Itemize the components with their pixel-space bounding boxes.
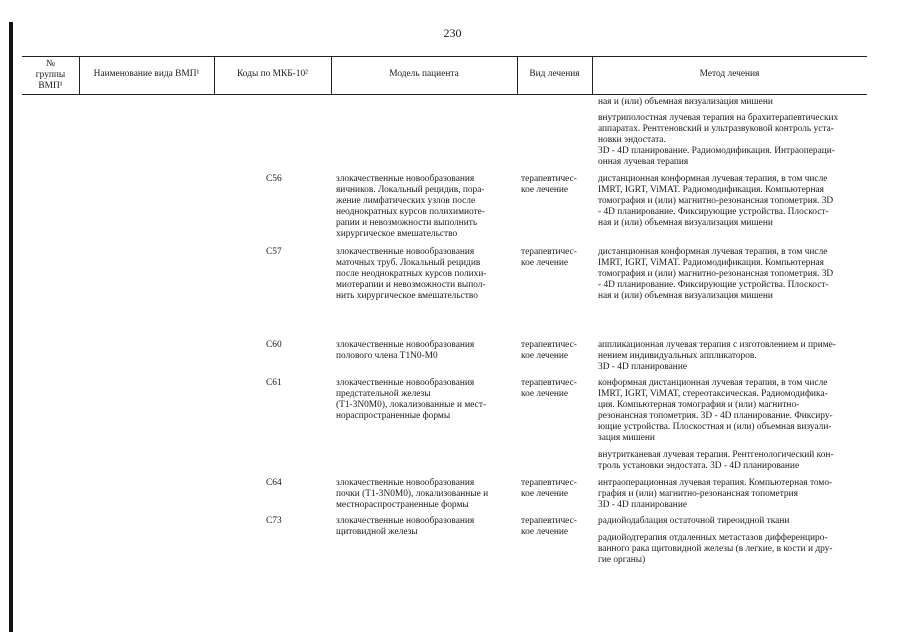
method-line: - 4D планирование. Фиксирующие устройства. Плоскост-: [598, 207, 829, 217]
method-line: зация мишени: [598, 433, 655, 443]
method-line: графия и (или) магнитно-резонансная топометрия: [598, 489, 798, 499]
patient-model-line: после неоднократных курсов полихи-: [336, 269, 487, 279]
method-line: онная лучевая терапия: [598, 157, 689, 167]
method-line: внутриполостная лучевая терапия на брахитерапевтических: [598, 113, 839, 123]
header-patient-model: Модель пациента: [389, 69, 459, 79]
method-line: аппаратах. Рентгеновский и ультразвуковой контроль уста-: [598, 124, 834, 134]
method-line: новки эндостата.: [598, 135, 666, 145]
treatment-type-line: кое лечение: [521, 489, 569, 499]
patient-model-line: предстательной железы: [336, 389, 431, 399]
patient-model-line: злокачественные новообразования: [336, 516, 475, 526]
method-line: аппликационная лучевая терапия с изготовлением и приме-: [598, 340, 836, 350]
method-line: дистанционная конформная лучевая терапия, в том числе: [598, 174, 828, 184]
method-line: внутритканевая лучевая терапия. Рентгенологический кон-: [598, 450, 834, 460]
patient-model-line: злокачественные новообразования: [336, 174, 475, 184]
header-top-rule: [22, 56, 867, 57]
icd-code: C61: [266, 378, 282, 388]
method-line: - 4D планирование. Фиксирующие устройства. Плоскост-: [598, 280, 829, 290]
patient-model-line: миотерапии и невозможности выпол-: [336, 280, 486, 290]
treatment-type-line: кое лечение: [521, 185, 569, 195]
treatment-type-line: терапевтичес-: [521, 174, 577, 184]
method-line: 3D - 4D планирование: [598, 500, 687, 510]
patient-model-line: неоднократных курсов полихимиоте-: [336, 207, 485, 217]
patient-model-line: щитовидной железы: [336, 527, 418, 537]
method-line: IMRT, IGRT, ViMAT. Радиомодификация. Компьютерная: [598, 258, 824, 268]
patient-model-line: нораспространенные формы: [336, 411, 451, 421]
header-group-no-line-3: ВМП¹: [38, 81, 63, 91]
patient-model-line: хирургическое вмешательство: [336, 229, 458, 239]
treatment-type-line: кое лечение: [521, 351, 569, 361]
treatment-type-line: кое лечение: [521, 389, 569, 399]
method-line: конформная дистанционная лучевая терапия, в том числе: [598, 378, 828, 388]
page-number: 230: [443, 26, 462, 40]
method-line: 3D - 4D планирование: [598, 362, 687, 372]
treatment-type-line: кое лечение: [521, 258, 569, 268]
patient-model-line: злокачественные новообразования: [336, 340, 475, 350]
method-line: 3D - 4D планирование. Радиомодификация. Интраопераци-: [598, 146, 835, 156]
patient-model-line: полового члена T1N0-M0: [336, 351, 438, 361]
method-line: троль установки эндостата. 3D - 4D планирование: [598, 461, 800, 471]
method-line: ванного рака щитовидной железы (в легкие, в кости и дру-: [598, 544, 833, 554]
method-line: интраоперационная лучевая терапия. Компьютерная томо-: [598, 478, 833, 488]
treatment-type-line: терапевтичес-: [521, 247, 577, 257]
patient-model-line: злокачественные новообразования: [336, 378, 475, 388]
method-line: резонансная топометрия. 3D - 4D планирование. Фиксиру-: [598, 411, 833, 421]
method-line: гие органы): [598, 555, 646, 565]
treatment-type-line: терапевтичес-: [521, 478, 577, 488]
method-line: ция. Компьютерная томография и (или) магнитно-: [598, 400, 800, 410]
icd-code: C64: [266, 478, 282, 488]
method-line: ющие устройства. Плоскостная и (или) объемная визуали-: [598, 422, 832, 432]
method-line: ная и (или) объемная визуализация мишени: [598, 291, 773, 301]
header-vmp-name: Наименование вида ВМП¹: [93, 69, 200, 79]
icd-code: C60: [266, 340, 282, 350]
method-line: радиойодаблация остаточной тиреоидной ткани: [598, 516, 790, 526]
treatment-type-line: терапевтичес-: [521, 378, 577, 388]
method-line: дистанционная конформная лучевая терапия, в том числе: [598, 247, 828, 257]
patient-model-line: почки (T1-3N0M0), локализованные и: [336, 489, 489, 499]
method-line: томография и (или) магнитно-резонансная топометрия. 3D: [598, 269, 834, 279]
scan-edge-shadow: [9, 22, 13, 632]
patient-model-line: злокачественные новообразования: [336, 247, 475, 257]
patient-model-line: яичников. Локальный рецидив, пора-: [336, 185, 485, 195]
method-line: ная и (или) объемная визуализация мишени: [598, 97, 773, 107]
icd-code: C56: [266, 174, 282, 184]
method-line: IMRT, IGRT, ViMAT. Радиомодификация. Компьютерная: [598, 185, 824, 195]
header-group-no-line-1: №: [46, 59, 55, 69]
header-treatment-method: Метод лечения: [699, 69, 760, 79]
treatment-type-line: терапевтичес-: [521, 340, 577, 350]
patient-model-line: маточных труб. Локальный рецидив: [336, 258, 481, 268]
method-line: нением индивидуальных аппликаторов.: [598, 351, 757, 361]
header-group-no-line-2: группы: [35, 70, 66, 80]
patient-model-line: злокачественные новообразования: [336, 478, 475, 488]
method-line: ная и (или) объемная визуализация мишени: [598, 218, 773, 228]
icd-code: C73: [266, 516, 282, 526]
patient-model-line: жение лимфатических узлов после: [336, 196, 476, 206]
icd-code: C57: [266, 247, 282, 257]
patient-model-line: нить хирургическое вмешательство: [336, 291, 478, 301]
method-line: радиойодтерапия отдаленных метастазов дифференциро-: [598, 533, 828, 543]
method-line: IMRT, IGRT, ViMAT, стереотаксическая. Радиомодифика-: [598, 389, 828, 399]
method-line: томография и (или) магнитно-резонансная топометрия. 3D: [598, 196, 834, 206]
treatment-type-line: кое лечение: [521, 527, 569, 537]
header-icd-codes: Коды по МКБ-10²: [237, 69, 308, 79]
header-treatment-type: Вид лечения: [529, 69, 580, 79]
patient-model-line: (T1-3N0M0), локализованные и мест-: [336, 400, 487, 410]
patient-model-line: местнораспространенные формы: [336, 500, 469, 510]
header-bottom-rule: [22, 94, 867, 95]
patient-model-line: рапии и невозможности выполнить: [336, 218, 478, 228]
treatment-type-line: терапевтичес-: [521, 516, 577, 526]
